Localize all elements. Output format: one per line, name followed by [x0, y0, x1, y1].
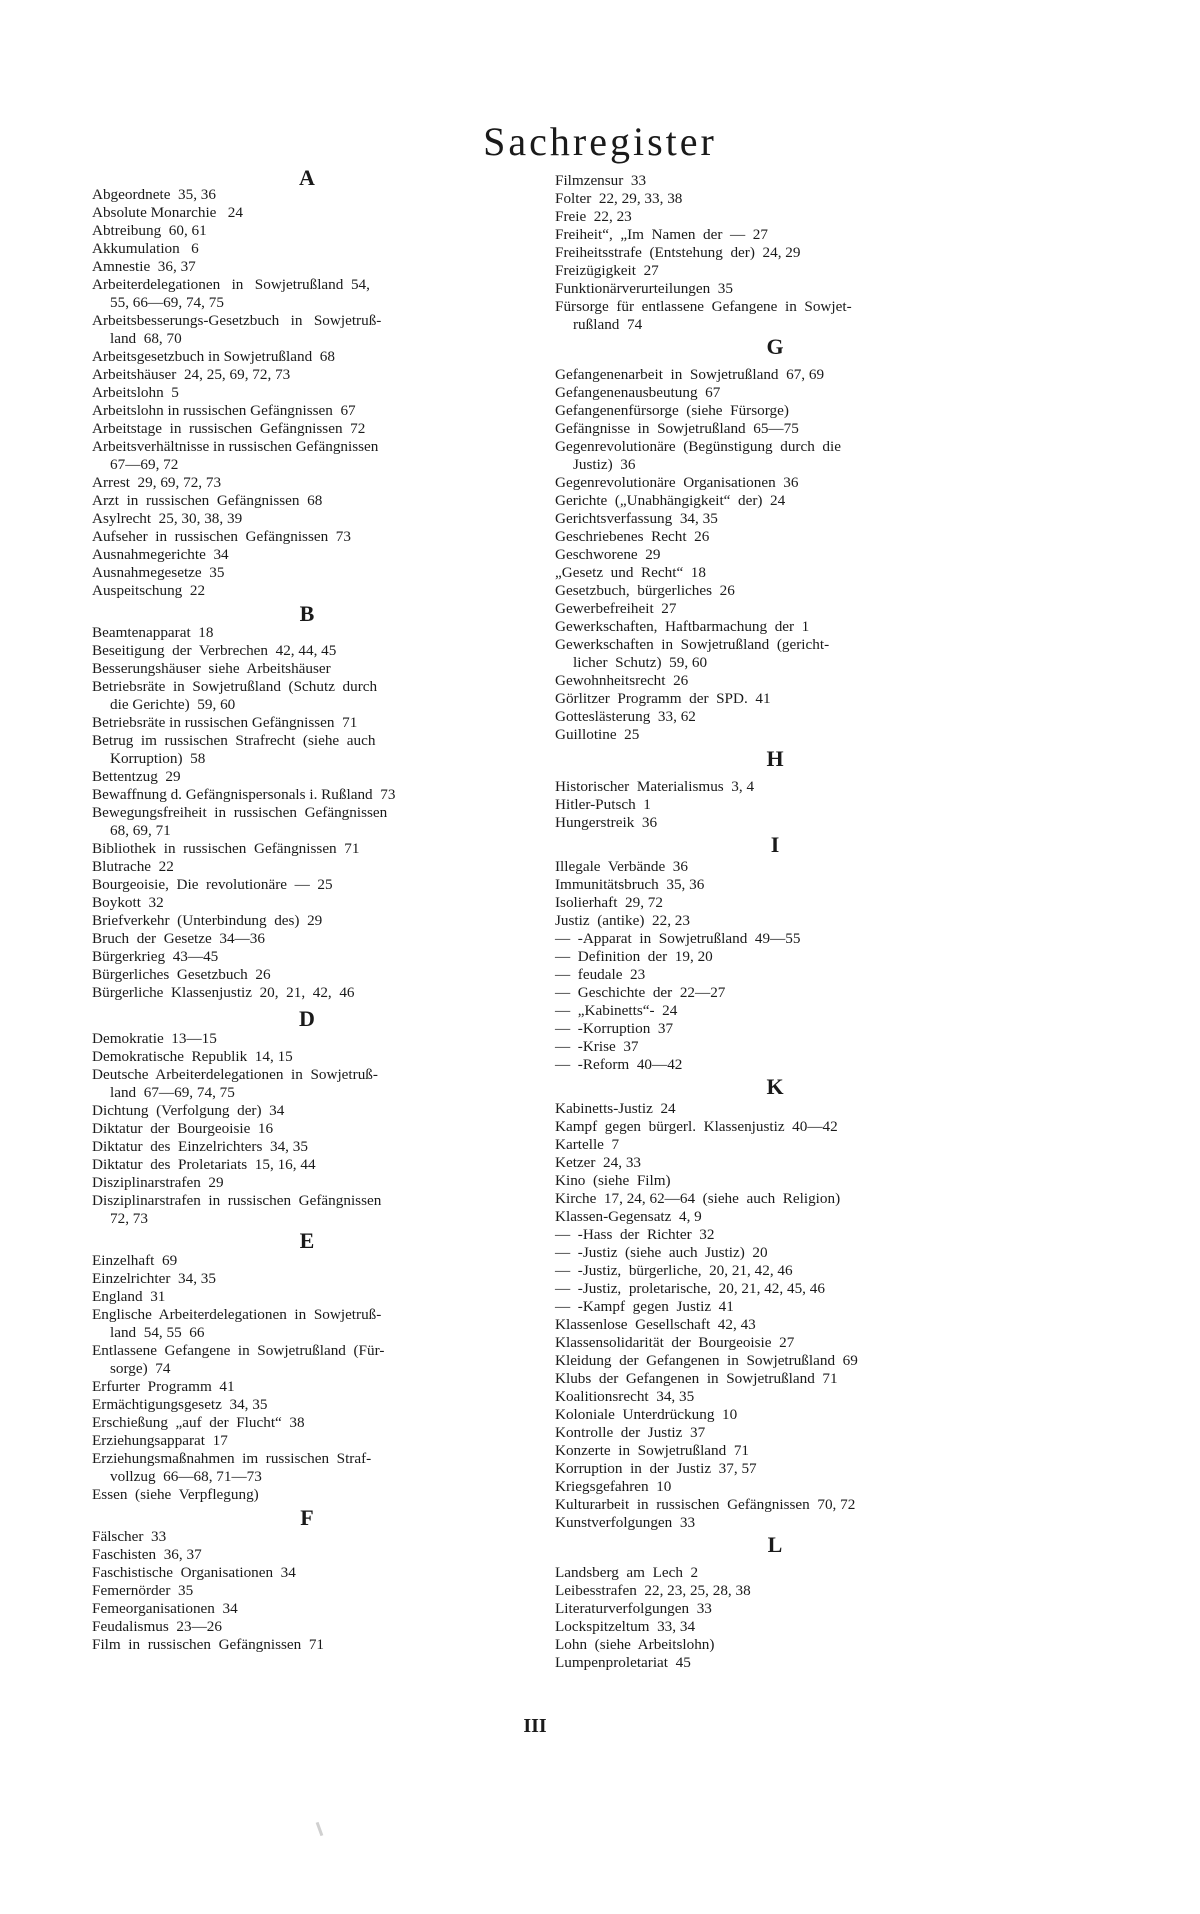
index-entry-continuation: Korruption) 58 [110, 750, 206, 767]
section-letter: D [299, 1006, 315, 1031]
index-entry: Ermächtigungsgesetz 34, 35 [92, 1396, 268, 1413]
index-entry: Amnestie 36, 37 [92, 258, 196, 275]
index-entry: Gewerkschaften, Haftbarmachung der 1 [555, 618, 810, 635]
index-entry: Arbeiterdelegationen in Sowjetrußland 54, [92, 276, 370, 293]
index-entry: Englische Arbeiterdelegationen in Sowjetruß- [92, 1306, 382, 1323]
index-entry: Justiz (antike) 22, 23 [555, 912, 690, 929]
index-entry: Folter 22, 29, 33, 38 [555, 190, 683, 207]
index-entry: Betriebsräte in Sowjetrußland (Schutz durch [92, 678, 378, 695]
index-entry: Bürgerkrieg 43—45 [92, 948, 219, 965]
index-entry: Faschisten 36, 37 [92, 1546, 202, 1563]
index-entry: Kirche 17, 24, 62—64 (siehe auch Religion) [555, 1190, 841, 1207]
index-entry: Kabinetts-Justiz 24 [555, 1100, 676, 1117]
index-entry: Ausnahmegerichte 34 [92, 546, 229, 563]
index-entry: Ausnahmegesetze 35 [92, 564, 225, 581]
index-entry: Aufseher in russischen Gefängnissen 73 [92, 528, 351, 545]
index-entry: Erziehungsapparat 17 [92, 1432, 228, 1449]
index-entry: Gefangenenausbeutung 67 [555, 384, 721, 401]
index-entry: — -Justiz, bürgerliche, 20, 21, 42, 46 [555, 1262, 793, 1279]
index-entry: Freiheitsstrafe (Entstehung der) 24, 29 [555, 244, 801, 261]
index-entry: Arrest 29, 69, 72, 73 [92, 474, 222, 491]
index-entry: — -Reform 40—42 [555, 1056, 683, 1073]
index-entry: Einzelrichter 34, 35 [92, 1270, 216, 1287]
index-entry: Abgeordnete 35, 36 [92, 186, 216, 203]
ink-speck [316, 1822, 324, 1836]
section-letter: L [767, 1532, 783, 1557]
index-entry: Lohn (siehe Arbeitslohn) [555, 1636, 715, 1653]
index-entry: — -Justiz, proletarische, 20, 21, 42, 45, 46 [555, 1280, 825, 1297]
index-entry: Betrug im russischen Strafrecht (siehe auch [92, 732, 376, 749]
index-entry: — -Krise 37 [555, 1038, 639, 1055]
index-entry: Hitler-Putsch 1 [555, 796, 651, 813]
index-entry: Klassensolidarität der Bourgeoisie 27 [555, 1334, 795, 1351]
index-entry: Kriegsgefahren 10 [555, 1478, 672, 1495]
index-entry: Erfurter Programm 41 [92, 1378, 235, 1395]
index-entry: Disziplinarstrafen 29 [92, 1174, 224, 1191]
index-entry: Entlassene Gefangene in Sowjetrußland (Für- [92, 1342, 385, 1359]
index-entry: Disziplinarstrafen in russischen Gefängnissen [92, 1192, 382, 1209]
index-entry: Erschießung „auf der Flucht“ 38 [92, 1414, 305, 1431]
page-number: III [523, 1715, 547, 1737]
index-entry: Gewohnheitsrecht 26 [555, 672, 689, 689]
index-entry: Einzelhaft 69 [92, 1252, 178, 1269]
index-entry: Görlitzer Programm der SPD. 41 [555, 690, 771, 707]
index-entry: Gewerkschaften in Sowjetrußland (gericht- [555, 636, 830, 653]
index-entry-continuation: 55, 66—69, 74, 75 [110, 294, 224, 311]
index-entry: Diktatur der Bourgeoisie 16 [92, 1120, 274, 1137]
index-entry-continuation: licher Schutz) 59, 60 [573, 654, 708, 671]
index-entry: Feudalismus 23—26 [92, 1618, 222, 1635]
index-entry: — -Justiz (siehe auch Justiz) 20 [555, 1244, 768, 1261]
index-entry: — Definition der 19, 20 [555, 948, 713, 965]
index-entry: Leibesstrafen 22, 23, 25, 28, 38 [555, 1582, 751, 1599]
index-entry: Fürsorge für entlassene Gefangene in Sowjet- [555, 298, 852, 315]
index-entry: Illegale Verbände 36 [555, 858, 688, 875]
index-entry: Boykott 32 [92, 894, 164, 911]
index-entry: Arbeitsverhältnisse in russischen Gefängnissen [92, 438, 379, 455]
index-entry: Betriebsräte in russischen Gefängnissen 71 [92, 714, 358, 731]
section-letter: A [299, 165, 315, 190]
index-entry: Kulturarbeit in russischen Gefängnissen 70, 72 [555, 1496, 856, 1513]
index-entry: Kleidung der Gefangenen in Sowjetrußland 69 [555, 1352, 858, 1369]
index-entry: Kartelle 7 [555, 1136, 620, 1153]
index-entry: Arbeitstage in russischen Gefängnissen 72 [92, 420, 366, 437]
index-entry: Arbeitslohn in russischen Gefängnissen 67 [92, 402, 356, 419]
index-entry: Guillotine 25 [555, 726, 640, 743]
index-entry-continuation: land 54, 55 66 [110, 1324, 205, 1341]
index-entry: Bürgerliches Gesetzbuch 26 [92, 966, 271, 983]
index-entry: Bruch der Gesetze 34—36 [92, 930, 265, 947]
index-entry: Bürgerliche Klassenjustiz 20, 21, 42, 46 [92, 984, 355, 1001]
index-entry: Bewegungsfreiheit in russischen Gefängnissen [92, 804, 388, 821]
index-entry: Absolute Monarchie 24 [92, 204, 243, 221]
index-entry: — feudale 23 [555, 966, 646, 983]
section-letter: F [300, 1505, 314, 1530]
index-entry: Lumpenproletariat 45 [555, 1654, 691, 1671]
index-entry: Demokratische Republik 14, 15 [92, 1048, 293, 1065]
index-entry: Isolierhaft 29, 72 [555, 894, 663, 911]
index-entry: Beamtenapparat 18 [92, 624, 214, 641]
index-entry: Kampf gegen bürgerl. Klassenjustiz 40—42 [555, 1118, 838, 1135]
index-entry: Fälscher 33 [92, 1528, 167, 1545]
index-entry: Kunstverfolgungen 33 [555, 1514, 696, 1531]
index-entry: — -Korruption 37 [555, 1020, 674, 1037]
index-entry: Geschworene 29 [555, 546, 661, 563]
index-entry: Freizügigkeit 27 [555, 262, 659, 279]
index-entry-continuation: sorge) 74 [110, 1360, 171, 1377]
index-entry: Essen (siehe Verpflegung) [92, 1486, 259, 1503]
section-letter: B [299, 601, 315, 626]
index-entry-continuation: 72, 73 [110, 1210, 148, 1227]
index-entry: Arzt in russischen Gefängnissen 68 [92, 492, 323, 509]
index-entry: Dichtung (Verfolgung der) 34 [92, 1102, 285, 1119]
index-entry: — -Apparat in Sowjetrußland 49—55 [555, 930, 801, 947]
index-entry: Klassenlose Gesellschaft 42, 43 [555, 1316, 756, 1333]
index-entry: Koalitionsrecht 34, 35 [555, 1388, 695, 1405]
index-entry: — -Kampf gegen Justiz 41 [555, 1298, 734, 1315]
index-entry: Arbeitsgesetzbuch in Sowjetrußland 68 [92, 348, 335, 365]
index-entry: Kino (siehe Film) [555, 1172, 671, 1189]
index-entry: Filmzensur 33 [555, 172, 647, 189]
index-entry: Film in russischen Gefängnissen 71 [92, 1636, 325, 1653]
index-entry: Bibliothek in russischen Gefängnissen 71 [92, 840, 360, 857]
index-entry: Arbeitsbesserungs-Gesetzbuch in Sowjetruß- [92, 312, 382, 329]
index-entry: Femernörder 35 [92, 1582, 194, 1599]
index-entry: Gesetzbuch, bürgerliches 26 [555, 582, 735, 599]
index-entry: Akkumulation 6 [92, 240, 199, 257]
index-entry: — -Hass der Richter 32 [555, 1226, 715, 1243]
index-entry: Gefangenenfürsorge (siehe Fürsorge) [555, 402, 789, 419]
index-entry: Besserungshäuser siehe Arbeitshäuser [92, 660, 331, 677]
index-entry: Blutrache 22 [92, 858, 174, 875]
index-entry: Asylrecht 25, 30, 38, 39 [92, 510, 243, 527]
index-entry-continuation: land 68, 70 [110, 330, 182, 347]
index-entry: Immunitätsbruch 35, 36 [555, 876, 705, 893]
index-entry: Klubs der Gefangenen in Sowjetrußland 71 [555, 1370, 838, 1387]
index-entry-continuation: land 67—69, 74, 75 [110, 1084, 235, 1101]
index-entry: Gotteslästerung 33, 62 [555, 708, 696, 725]
index-entry: Bourgeoisie, Die revolutionäre — 25 [92, 876, 333, 893]
index-entry: Literaturverfolgungen 33 [555, 1600, 712, 1617]
index-entry: Beseitigung der Verbrechen 42, 44, 45 [92, 642, 337, 659]
index-entry: Landsberg am Lech 2 [555, 1564, 699, 1581]
index-entry: Klassen-Gegensatz 4, 9 [555, 1208, 702, 1225]
index-entry: Koloniale Unterdrückung 10 [555, 1406, 738, 1423]
index-entry: Gefangenenarbeit in Sowjetrußland 67, 69 [555, 366, 825, 383]
index-entry: „Gesetz und Recht“ 18 [555, 564, 706, 581]
index-entry-continuation: Justiz) 36 [573, 456, 636, 473]
index-entry: Auspeitschung 22 [92, 582, 206, 599]
index-entry: Arbeitshäuser 24, 25, 69, 72, 73 [92, 366, 291, 383]
index-entry: Gefängnisse in Sowjetrußland 65—75 [555, 420, 799, 437]
index-entry: Ketzer 24, 33 [555, 1154, 642, 1171]
index-entry-continuation: die Gerichte) 59, 60 [110, 696, 236, 713]
index-entry-continuation: 68, 69, 71 [110, 822, 171, 839]
index-entry: Erziehungsmaßnahmen im russischen Straf- [92, 1450, 372, 1467]
index-entry: Konzerte in Sowjetrußland 71 [555, 1442, 750, 1459]
index-entry: Korruption in der Justiz 37, 57 [555, 1460, 757, 1477]
index-entry: Diktatur des Einzelrichters 34, 35 [92, 1138, 308, 1155]
index-entry: Historischer Materialismus 3, 4 [555, 778, 755, 795]
section-letter: K [766, 1074, 784, 1099]
index-entry-continuation: 67—69, 72 [110, 456, 179, 473]
index-entry: Faschistische Organisationen 34 [92, 1564, 296, 1581]
index-entry: Femeorganisationen 34 [92, 1600, 238, 1617]
index-entry: Abtreibung 60, 61 [92, 222, 207, 239]
index-entry: Bewaffnung d. Gefängnispersonals i. Rußland 73 [92, 786, 396, 803]
index-entry: — „Kabinetts“- 24 [555, 1002, 678, 1019]
index-entry: Gewerbefreiheit 27 [555, 600, 677, 617]
index-entry-continuation: rußland 74 [573, 316, 643, 333]
index-entry: Demokratie 13—15 [92, 1030, 217, 1047]
section-letter: I [770, 832, 780, 857]
section-letter: H [766, 746, 784, 771]
index-entry: Briefverkehr (Unterbindung des) 29 [92, 912, 323, 929]
index-entry: Freie 22, 23 [555, 208, 632, 225]
index-entry: Gegenrevolutionäre Organisationen 36 [555, 474, 799, 491]
index-entry: Kontrolle der Justiz 37 [555, 1424, 706, 1441]
page-title: Sachregister [483, 119, 717, 164]
index-entry: Hungerstreik 36 [555, 814, 658, 831]
index-entry: Arbeitslohn 5 [92, 384, 179, 401]
index-entry: Bettentzug 29 [92, 768, 181, 785]
section-letter: G [766, 334, 784, 359]
index-entry: Funktionärverurteilungen 35 [555, 280, 733, 297]
index-entry: Gegenrevolutionäre (Begünstigung durch die [555, 438, 841, 455]
index-entry: Lockspitzeltum 33, 34 [555, 1618, 696, 1635]
index-entry: Geschriebenes Recht 26 [555, 528, 710, 545]
index-entry-continuation: vollzug 66—68, 71—73 [110, 1468, 262, 1485]
index-entry: Gerichte („Unabhängigkeit“ der) 24 [555, 492, 786, 509]
index-entry: — Geschichte der 22—27 [555, 984, 726, 1001]
index-entry: Diktatur des Proletariats 15, 16, 44 [92, 1156, 316, 1173]
index-entry: England 31 [92, 1288, 166, 1305]
section-letter: E [299, 1228, 315, 1253]
index-entry: Deutsche Arbeiterdelegationen in Sowjetruß- [92, 1066, 378, 1083]
index-entry: Freiheit“, „Im Namen der — 27 [555, 226, 768, 243]
index-entry: Gerichtsverfassung 34, 35 [555, 510, 718, 527]
